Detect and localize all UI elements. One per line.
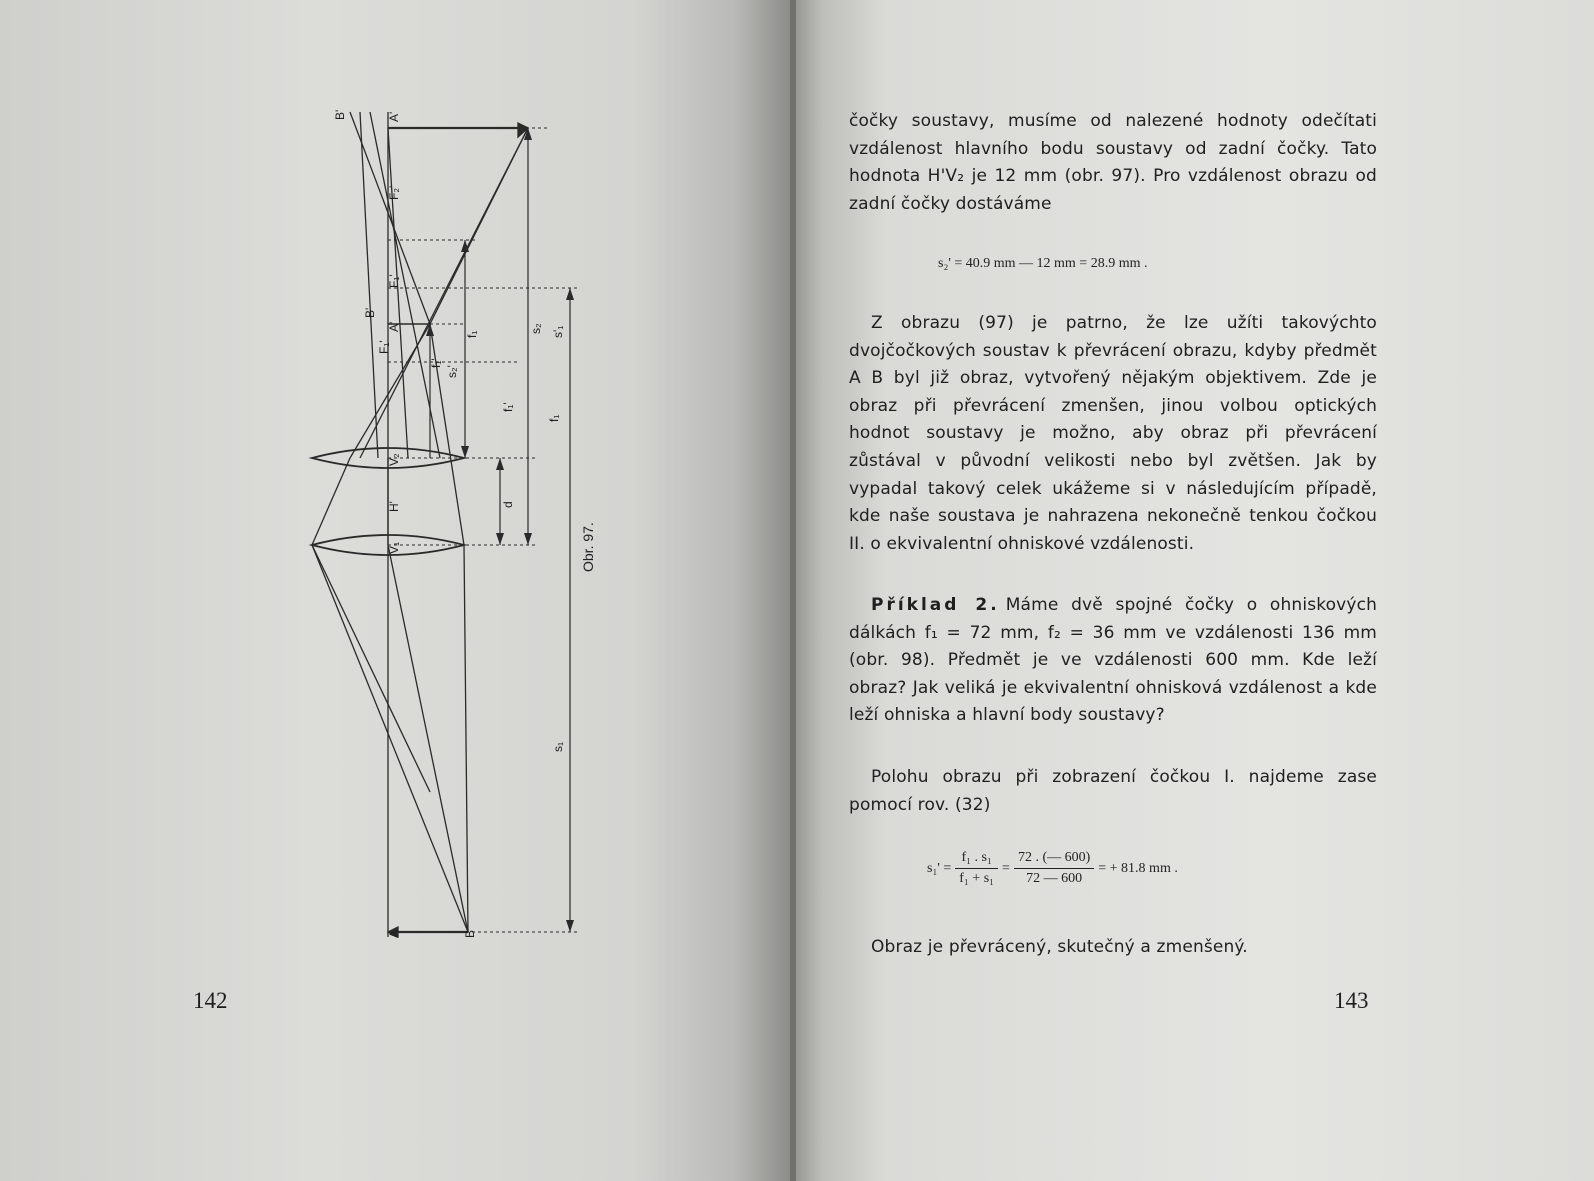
label-s2-prime: s₂' [445, 365, 459, 378]
left-page [0, 0, 790, 1181]
label-f1-prime: f₁' [429, 358, 443, 368]
label-H-prime: H' [387, 501, 401, 512]
label-B-prime-mid: B' [363, 307, 377, 318]
paragraph-2: Z obrazu (97) je patrno, že lze užíti takovýchto dvojčočkových soustav k převrácení obrazu, kdyby předmět A B byl již obraz, vytvořený nějakým objektivem. Zde je obraz při převrácení zmenšen, jinou volbou optických hodnot soustavy je možno, aby obraz při převrácení zůstával v původní velikosti nebo byl zvětšen. Jak by vypadal takový celek ukážeme si v následujícím případě, kde naše soustava je nahrazena nekonečně tenkou čočkou II. o ekvivalentní ohniskové vzdálenosti. [849, 313, 1377, 554]
label-A-prime-top: A' [387, 111, 401, 122]
label-B-bottom: B [463, 929, 477, 938]
equation-2 [927, 850, 1178, 887]
page-number-right: 143 [1334, 988, 1369, 1013]
label-d: d [501, 501, 515, 508]
equation-1: s₂' = 40.9 mm — 12 mm = 28.9 mm . [938, 256, 1148, 271]
eq2-lhs: s₁' = [927, 860, 952, 876]
right-page [790, 0, 1594, 1181]
label-s2: s₂ [529, 323, 543, 334]
label-f1-lower: f₁' [501, 402, 515, 412]
eq2-equals: = [1002, 860, 1010, 876]
label-V1: V₁ [387, 541, 401, 554]
label-f1: f₁ [465, 330, 479, 338]
example-block [849, 592, 1377, 730]
label-F1-prime: F₁' [387, 274, 401, 288]
paragraph-4: Obraz je převrácený, skutečný a zmenšený. [871, 937, 1248, 957]
label-A-bottom: A [387, 929, 401, 938]
example-text: Máme dvě spojné čočky o ohniskových dálkách f₁ = 72 mm, f₂ = 36 mm ve vzdálenosti 136 mm (obr. 98). Předmět je ve vzdálenosti 600 mm. Kde leží obraz? Jak veliká je ekvivalentní ohnisková vzdálenost a kde leží ohniska a hlavní body soustavy? [849, 595, 1377, 726]
figure-caption: Obr. 97. [580, 522, 596, 572]
page-number-left: 142 [193, 988, 228, 1013]
example-label: Příklad 2. [871, 595, 1000, 615]
eq2-rhs: = + 81.8 mm . [1098, 860, 1178, 876]
label-B-prime-top: B' [333, 109, 347, 120]
paragraph-1: čočky soustavy, musíme od nalezené hodnoty odečítati vzdálenost hlavního bodu soustavy od zadní čočky. Tato hodnota H'V₂ je 12 mm (obr. 97). Pro vzdálenost obrazu od zadní čočky dostáváme [849, 111, 1377, 214]
eq2-fraction-1: $\frac{\text{f₁ . s₁}}{\text{f₁ + s₁}}$ [955, 850, 998, 887]
eq2-fraction-2: $\frac{72 . (— 600)}{72 — 600}$ [1014, 850, 1094, 887]
label-s1: s₁ [551, 741, 565, 752]
label-A-prime-mid: A' [387, 321, 401, 332]
label-F1-prime-mid: F₁' [377, 340, 391, 354]
lens-system-diagram [290, 92, 620, 972]
label-s1-prime: s'₁ [551, 325, 565, 338]
label-V2: V₂ [387, 453, 401, 466]
paragraph-3: Polohu obrazu při zobrazení čočkou I. najdeme zase pomocí rov. (32) [849, 767, 1377, 815]
label-F2-prime: F₂' [387, 185, 401, 200]
label-f1-lower2: f₁ [547, 414, 561, 422]
